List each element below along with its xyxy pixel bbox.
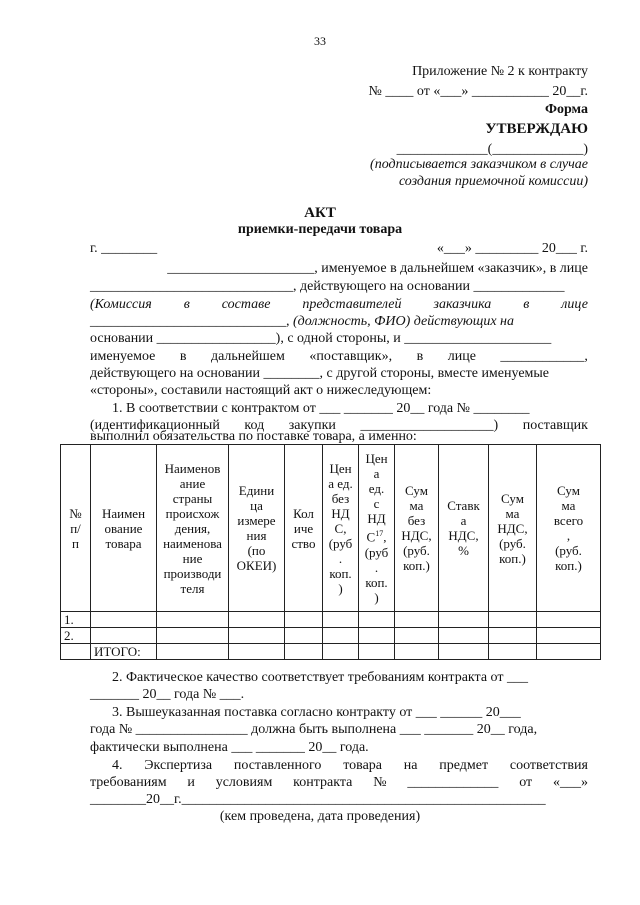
- header-text: НДС,: [401, 528, 432, 543]
- clause-3-line-3: фактически выполнена ___ _______ 20__ года.: [90, 740, 369, 755]
- cell: [157, 644, 229, 660]
- header-text: С,: [334, 520, 347, 536]
- header-text: коп.): [499, 550, 526, 566]
- header-text: дения,: [174, 520, 211, 536]
- cell: [489, 644, 537, 660]
- table-header-row: [61, 445, 601, 612]
- parties-line: «стороны», составили настоящий акт о нижеследующем:: [90, 383, 432, 398]
- table-header-cell: [229, 445, 285, 612]
- header-text: Цен: [365, 451, 388, 467]
- clause-4-note: (кем проведена, дата проведения): [219, 809, 421, 824]
- date-field: «___» _________ 20___ г.: [436, 241, 588, 256]
- act-subtitle: приемки-передачи товара: [237, 222, 403, 237]
- word: дальнейшем: [210, 349, 285, 364]
- cell: [285, 628, 323, 644]
- header-text: а: [373, 466, 380, 482]
- cell: [439, 612, 489, 628]
- cell: [91, 612, 157, 628]
- word: в: [179, 349, 187, 364]
- word: товара: [343, 758, 382, 773]
- header-text: страны: [172, 490, 213, 506]
- header-text: НД: [331, 505, 350, 521]
- approve-note-1: (подписывается заказчиком в случае: [370, 157, 588, 172]
- header-text: $С^{17}$,: [366, 529, 387, 545]
- city-field: г. ________: [90, 241, 158, 256]
- cell: [323, 612, 359, 628]
- word: соответствия: [509, 758, 588, 773]
- header-text: ца: [250, 498, 263, 513]
- act-title: АКТ: [304, 205, 336, 221]
- table-row: [61, 628, 601, 644]
- header-text: №: [69, 505, 82, 521]
- header-text: наименова: [163, 535, 222, 551]
- customer-line: _____________________, именуемое в дальнейшем «заказчик», в лице: [167, 261, 588, 276]
- cell: [157, 628, 229, 644]
- cell: [439, 644, 489, 660]
- header-text: коп.: [365, 574, 388, 590]
- clause-1-line-3: выполнил обязательства по поставке товара, а именно:: [90, 429, 417, 444]
- header-text: теля: [180, 580, 205, 596]
- word: в: [183, 297, 190, 312]
- header-text: (по: [247, 543, 266, 558]
- header-text: ОКЕИ): [236, 558, 277, 573]
- row-number: 1.: [61, 612, 91, 628]
- header-text: Цен: [329, 460, 352, 476]
- word: Экспертиза: [144, 758, 213, 773]
- header-text: (руб: [364, 544, 389, 560]
- cell: [395, 628, 439, 644]
- word: поставщик: [522, 418, 588, 433]
- cell: [395, 612, 439, 628]
- total-label: ИТОГО:: [91, 644, 157, 660]
- cell: [61, 644, 91, 660]
- clause-2-line-1: 2. Фактическое качество соответствует требованиям контракта от ___: [112, 670, 528, 685]
- cell: [229, 628, 285, 644]
- header-text: ма: [409, 498, 424, 513]
- clause-1-line-1: 1. В соответствии с контрактом от ___ _______ 20__ года № ________: [112, 401, 530, 416]
- table-total-row: [61, 644, 601, 660]
- header-text: ство: [291, 535, 316, 551]
- table-header-cell: [395, 445, 439, 612]
- header-text: п: [72, 535, 79, 551]
- word: закупки: [288, 418, 336, 433]
- word: заказчика: [433, 297, 492, 312]
- word: (Комиссия: [90, 297, 152, 312]
- header-text: коп.: [329, 565, 352, 581]
- clause-4-line-3: ________20__г.____________________________________________________: [90, 792, 546, 807]
- header-text: %: [458, 543, 469, 558]
- goods-table: [60, 444, 601, 660]
- supplier-line: [90, 349, 588, 365]
- word: лице: [447, 349, 476, 364]
- clause-4-line-1: [112, 758, 588, 774]
- header-text: ния: [246, 528, 267, 543]
- clause-3-line-1: 3. Вышеуказанная поставка согласно контракту от ___ ______ 20___: [112, 705, 521, 720]
- supplier-acting-line: действующего на основании ________, с другой стороны, вместе именуемые: [90, 366, 550, 381]
- table-header-cell: [61, 445, 91, 612]
- word: код: [244, 418, 265, 433]
- header-text: Сум: [501, 490, 524, 506]
- header-text: НДС,: [448, 528, 479, 543]
- word: условиям: [215, 775, 273, 790]
- form-label: Форма: [544, 102, 588, 117]
- header-text: производи: [163, 565, 222, 581]
- header-text: НД: [367, 511, 386, 527]
- header-text: ед.: [368, 481, 385, 497]
- cell: [395, 644, 439, 660]
- approve-note-2: создания приемочной комиссии): [398, 174, 588, 189]
- cell: [537, 644, 601, 660]
- table-header-cell: [537, 445, 601, 612]
- header-text: товара: [105, 535, 142, 551]
- cell: [229, 612, 285, 628]
- header-text: ма: [505, 505, 520, 521]
- cell: [537, 628, 601, 644]
- word: ____________,: [500, 349, 588, 364]
- header-text: Наимен: [101, 505, 146, 521]
- cell: [359, 644, 395, 660]
- header-text: НДС,: [497, 520, 528, 536]
- word: в: [416, 349, 424, 364]
- header-text: ): [374, 589, 379, 605]
- acting-line: _____________________________, действующего на основании _____________: [90, 279, 565, 294]
- word: контракта: [293, 775, 353, 790]
- table-header-cell: [489, 445, 537, 612]
- cell: [157, 612, 229, 628]
- header-text: коп.): [403, 558, 430, 573]
- header-text: Едини: [238, 483, 275, 498]
- word: №: [373, 775, 387, 790]
- header-text: ование: [104, 520, 143, 536]
- clause-3-line-2: года № ________________ должна быть выполнена ___ _______ 20__ года,: [90, 722, 538, 737]
- commission-position-line: ____________________________, (должность, ФИО) действующих на: [90, 314, 514, 329]
- header-text: (руб.: [403, 543, 430, 558]
- header-text: .: [338, 550, 343, 566]
- cell: [537, 612, 601, 628]
- page-number: 33: [314, 34, 326, 48]
- word: составе: [221, 297, 271, 312]
- header-text: без: [331, 490, 350, 506]
- header-text: ма: [561, 498, 576, 513]
- table-header-cell: [285, 445, 323, 612]
- header-text: (руб.: [499, 535, 526, 551]
- appendix-line-1: Приложение № 2 к контракту: [412, 64, 588, 79]
- header-text: с: [373, 496, 380, 512]
- cell: [285, 612, 323, 628]
- cell: [323, 628, 359, 644]
- header-text: ,: [566, 528, 571, 543]
- header-text: происхож: [165, 505, 220, 521]
- table-header-cell: [157, 445, 229, 612]
- header-text: Ставк: [447, 498, 480, 513]
- header-text: коп.): [555, 558, 582, 573]
- word: _____________: [407, 775, 499, 790]
- header-text: ): [338, 580, 343, 596]
- row-number: 2.: [61, 628, 91, 644]
- header-text: п/: [70, 520, 81, 536]
- word: в: [523, 297, 530, 312]
- cell: [359, 612, 395, 628]
- header-text: всего: [553, 513, 584, 528]
- word: требованиям: [90, 775, 167, 790]
- header-text: ание: [179, 475, 206, 491]
- header-text: а ед.: [328, 475, 353, 491]
- header-text: Сум: [405, 483, 428, 498]
- header-text: (руб: [328, 535, 353, 551]
- table-header-cell: [359, 445, 395, 612]
- cell: [359, 628, 395, 644]
- cell: [229, 644, 285, 660]
- header-text: а: [460, 513, 467, 528]
- word: поставленного: [233, 758, 322, 773]
- clause-2-line-2: _______ 20__ года № ___.: [90, 687, 245, 702]
- header-text: ние: [182, 550, 203, 566]
- cell: [91, 628, 157, 644]
- word: 4.: [112, 758, 123, 773]
- commission-line: [90, 297, 588, 313]
- word: от: [519, 775, 533, 790]
- word: представителей: [302, 297, 402, 312]
- header-text: Кол: [293, 505, 314, 521]
- appendix-line-2: № ____ от «___» ___________ 20__г.: [368, 84, 588, 99]
- header-text: без: [407, 513, 426, 528]
- cell: [285, 644, 323, 660]
- table-header-cell: [439, 445, 489, 612]
- basis-line: основании _________________), с одной стороны, и _____________________: [90, 331, 552, 346]
- approve-heading: УТВЕРЖДАЮ: [485, 121, 588, 137]
- table-header-cell: [91, 445, 157, 612]
- header-text: Наименов: [164, 460, 221, 476]
- word: на: [403, 758, 418, 773]
- cell: [323, 644, 359, 660]
- word: (идентификационный: [90, 418, 220, 433]
- word: именуемое: [90, 349, 156, 364]
- table-header-cell: [323, 445, 359, 612]
- cell: [439, 628, 489, 644]
- table-row: [61, 612, 601, 628]
- word: предмет: [439, 758, 489, 773]
- header-text: (руб.: [555, 543, 582, 558]
- signature-line: _____________(_____________): [396, 142, 588, 157]
- header-text: измере: [237, 513, 276, 528]
- header-text: иче: [293, 520, 314, 536]
- word: «___»: [552, 775, 588, 790]
- header-text: .: [374, 559, 379, 575]
- cell: [489, 612, 537, 628]
- word: и: [187, 775, 195, 790]
- clause-4-line-2: [90, 775, 588, 791]
- word: лице: [561, 297, 588, 312]
- word: ___________________): [360, 418, 499, 433]
- cell: [489, 628, 537, 644]
- word: «поставщик»,: [309, 349, 393, 364]
- header-text: Сум: [557, 483, 580, 498]
